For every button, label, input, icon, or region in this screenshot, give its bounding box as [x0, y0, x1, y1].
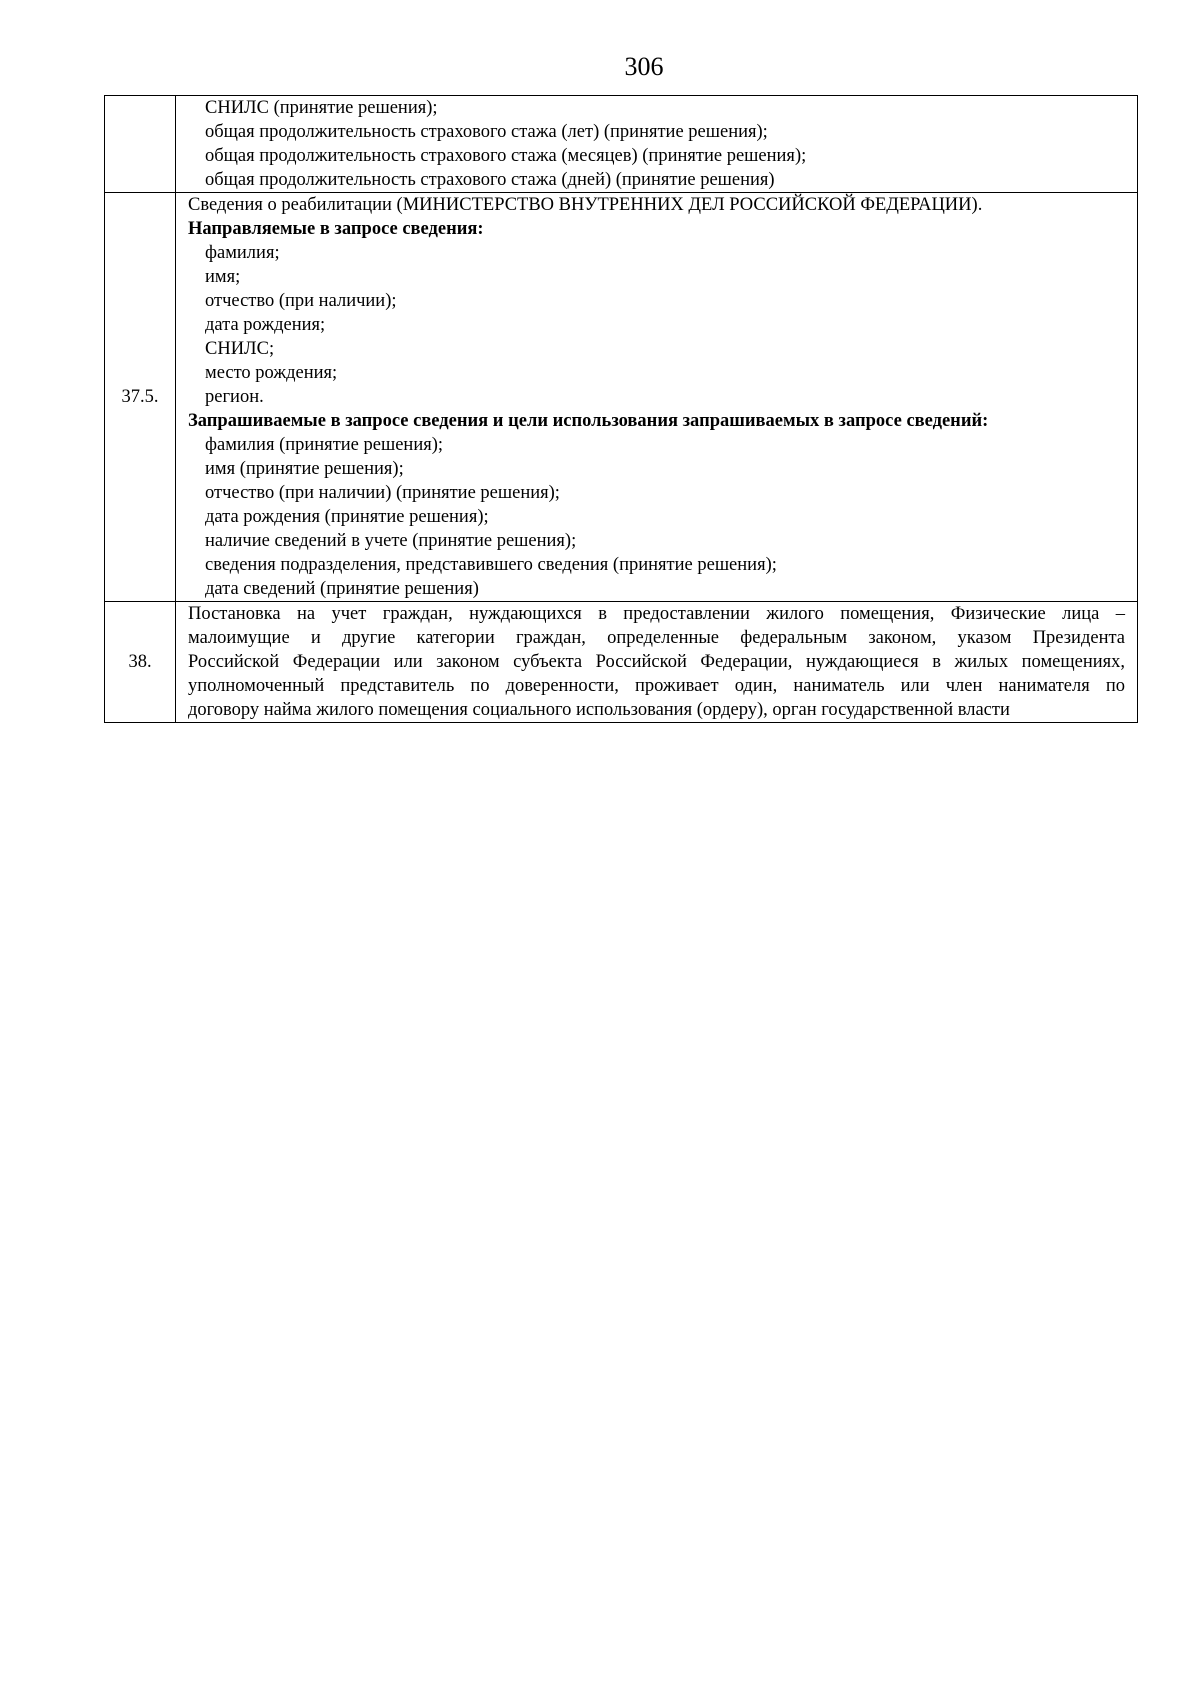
row-content-cell: [176, 96, 1138, 193]
content-line: отчество (при наличии);: [205, 291, 397, 311]
content-line: договору найма жилого помещения социального использования (ордеру), орган государственной власти: [188, 700, 1010, 720]
row-content-cell: [176, 602, 1138, 723]
content-line: общая продолжительность страхового стажа (месяцев) (принятие решения);: [205, 146, 807, 166]
content-line: сведения подразделения, представившего сведения (принятие решения);: [205, 555, 777, 575]
row-number-cell: [105, 96, 176, 193]
content-line: фамилия (принятие решения);: [205, 435, 444, 455]
content-line: СНИЛС (принятие решения);: [205, 98, 438, 118]
content-line: отчество (при наличии) (принятие решения);: [205, 483, 560, 503]
content-line: регион.: [205, 387, 264, 407]
content-line: общая продолжительность страхового стажа (дней) (принятие решения): [205, 170, 775, 190]
content-line: малоимущие и другие категории граждан, определенные федеральным законом, указом Президента: [188, 628, 1125, 648]
content-line: имя (принятие решения);: [205, 459, 404, 479]
content-line: дата рождения;: [205, 315, 326, 335]
content-line: дата рождения (принятие решения);: [205, 507, 489, 527]
content-line: Российской Федерации или законом субъекта Российской Федерации, нуждающиеся в жилых помещениях,: [188, 652, 1125, 672]
content-line: наличие сведений в учете (принятие решения);: [205, 531, 577, 551]
content-line: место рождения;: [205, 363, 338, 383]
section-heading: Направляемые в запросе сведения:: [188, 219, 484, 239]
content-line: общая продолжительность страхового стажа (лет) (принятие решения);: [205, 122, 768, 142]
content-line: фамилия;: [205, 243, 280, 263]
table-row: [105, 602, 1138, 723]
section-heading: Запрашиваемые в запросе сведения и цели использования запрашиваемых в запросе сведений:: [188, 411, 989, 431]
content-line: уполномоченный представитель по доверенности, проживает один, наниматель или член нанимателя по: [188, 676, 1125, 696]
content-line: Постановка на учет граждан, нуждающихся в предоставлении жилого помещения, Физические лица –: [188, 604, 1125, 624]
content-line: СНИЛС;: [205, 339, 275, 359]
row-content-cell: [176, 193, 1138, 602]
content-line: дата сведений (принятие решения): [205, 579, 479, 599]
row-number: 37.5.: [121, 387, 159, 407]
table-row: [105, 193, 1138, 602]
content-line: Сведения о реабилитации (МИНИСТЕРСТВО ВНУТРЕННИХ ДЕЛ РОССИЙСКОЙ ФЕДЕРАЦИИ).: [188, 195, 983, 215]
row-number: 38.: [128, 652, 152, 672]
table-row: [105, 96, 1138, 193]
page-number: 306: [624, 52, 664, 81]
document-table: [104, 95, 1138, 723]
table-body: [105, 96, 1138, 723]
content-line: имя;: [205, 267, 241, 287]
row-number-cell: [105, 602, 176, 723]
row-number-cell: [105, 193, 176, 602]
